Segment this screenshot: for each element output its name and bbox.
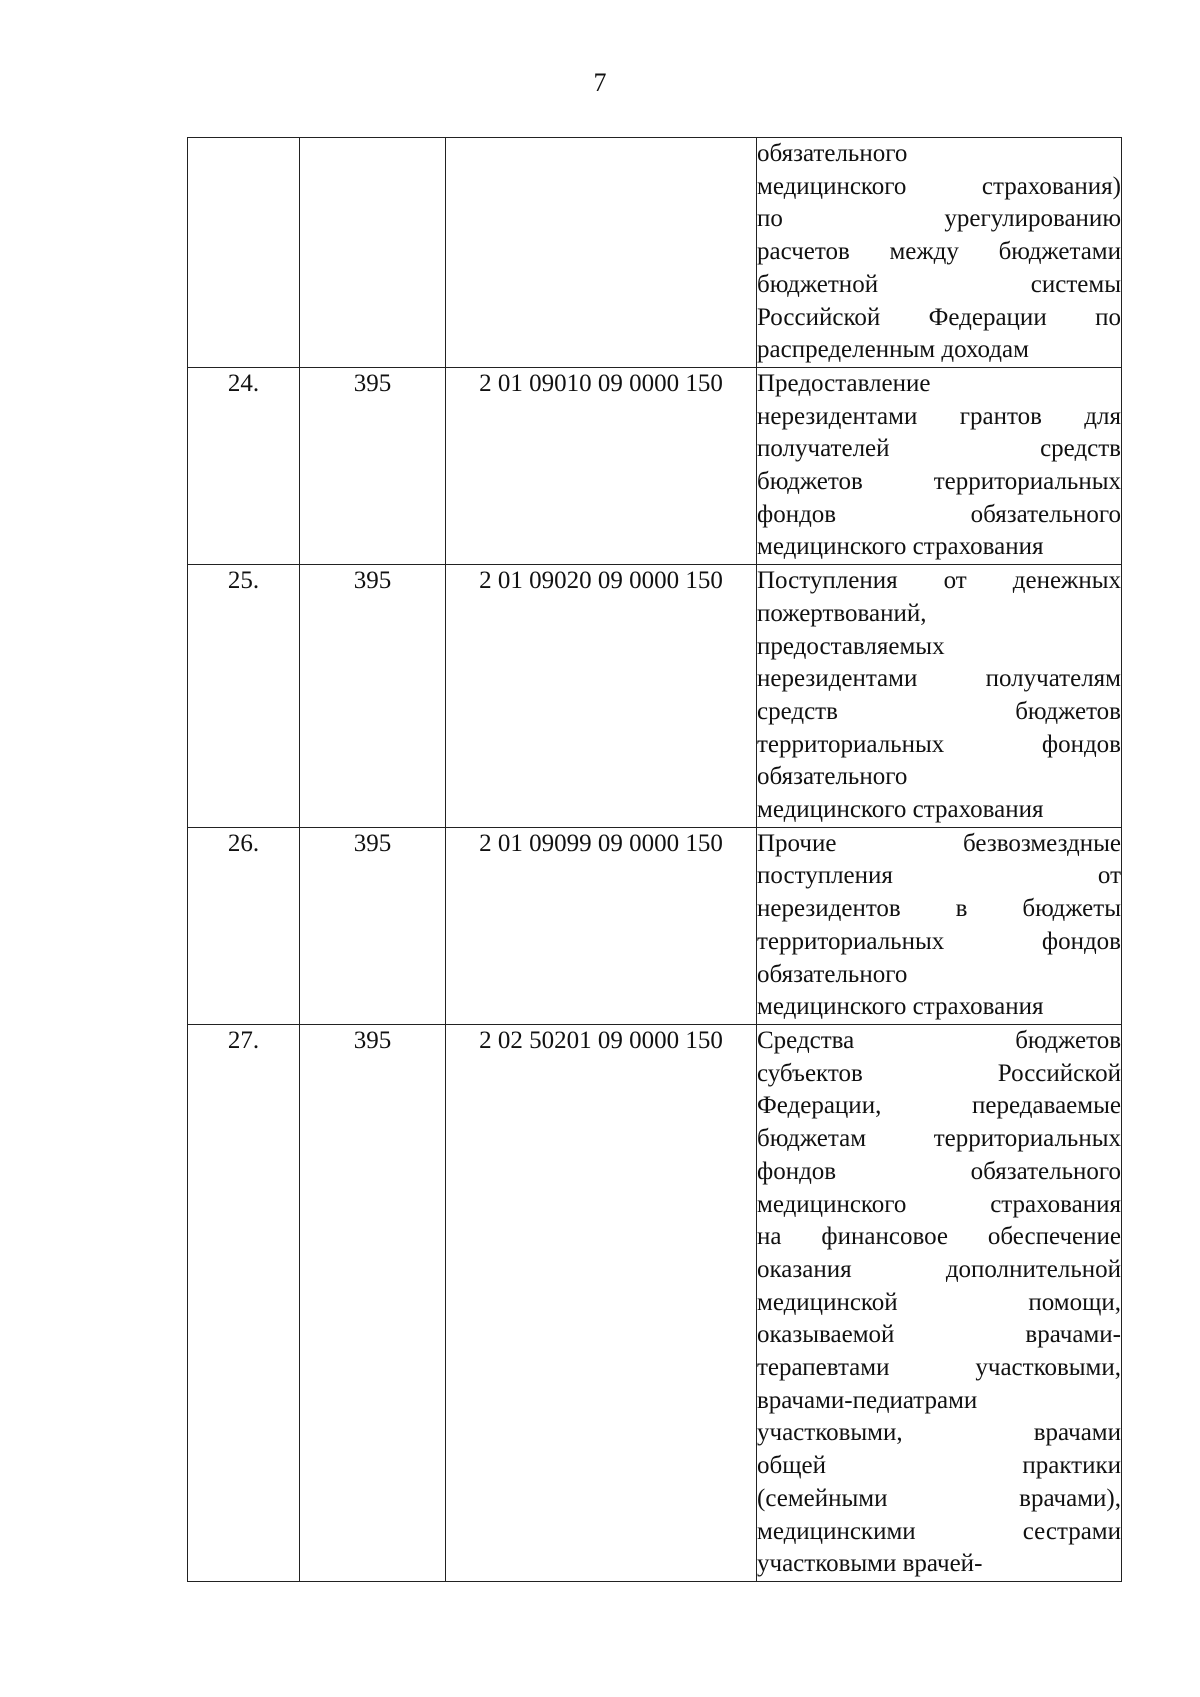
description-line: медицинского страхования: [757, 796, 1044, 824]
kbk-code-cell: 2 02 50201 09 0000 150: [446, 1024, 757, 1581]
description-cell: [757, 827, 1122, 1024]
row-number-cell: 25.: [188, 565, 300, 828]
description-line: Предоставление: [757, 369, 931, 397]
admin-code-cell: 395: [300, 367, 446, 564]
description-line: бюджетов территориальных: [757, 468, 1121, 496]
description-line: пожертвований,: [757, 599, 927, 627]
description-line: терапевтами участковыми,: [757, 1354, 1121, 1382]
description-line: поступления от: [757, 862, 1121, 890]
description-cell: [757, 138, 1122, 368]
budget-codes-table: [187, 137, 1122, 1582]
admin-code-cell: [300, 138, 446, 368]
page-number: 7: [593, 68, 607, 97]
admin-code-cell: 395: [300, 565, 446, 828]
description-line: Федерации, передаваемые: [757, 1092, 1121, 1120]
table-row: [188, 565, 1122, 828]
table-body: [188, 138, 1122, 1582]
description-line: средств бюджетов: [757, 697, 1121, 725]
kbk-code-cell: 2 01 09020 09 0000 150: [446, 565, 757, 828]
description-line: распределенным доходам: [757, 336, 1029, 364]
table-row: [188, 367, 1122, 564]
description-line: врачами-педиатрами: [757, 1386, 978, 1414]
description-line: обязательного: [757, 140, 908, 167]
row-number-cell: 26.: [188, 827, 300, 1024]
description-line: субъектов Российской: [757, 1059, 1121, 1087]
kbk-code-cell: 2 01 09099 09 0000 150: [446, 827, 757, 1024]
table-row: [188, 1024, 1122, 1581]
description-line: Поступления от денежных: [757, 567, 1121, 595]
description-line: участковыми, врачами: [757, 1419, 1121, 1447]
row-number-cell: 24.: [188, 367, 300, 564]
description-line: Прочие безвозмездные: [757, 829, 1121, 857]
description-line: предоставляемых: [757, 632, 945, 660]
row-number-cell: 27.: [188, 1024, 300, 1581]
description-cell: [757, 367, 1122, 564]
description-line: территориальных фондов: [757, 927, 1121, 955]
description-line: медицинской помощи,: [757, 1288, 1121, 1316]
description-line: медицинского страхования: [757, 533, 1044, 561]
description-line: нерезидентов в бюджеты: [757, 895, 1121, 923]
description-line: обязательного: [757, 960, 908, 988]
description-line: медицинского страхования: [757, 993, 1044, 1021]
description-line: бюджетной системы: [757, 270, 1121, 298]
row-number-cell: [188, 138, 300, 368]
description-line: медицинского страхования: [757, 1190, 1121, 1218]
description-line: на финансовое обеспечение: [757, 1223, 1121, 1251]
kbk-code-cell: [446, 138, 757, 368]
description-line: нерезидентами получателям: [757, 665, 1121, 693]
table-row: [188, 138, 1122, 368]
description-line: Средства бюджетов: [757, 1026, 1121, 1054]
description-cell: [757, 565, 1122, 828]
kbk-code-cell: 2 01 09010 09 0000 150: [446, 367, 757, 564]
description-line: нерезидентами грантов для: [757, 402, 1121, 430]
description-line: (семейными врачами),: [757, 1484, 1121, 1512]
description-line: общей практики: [757, 1452, 1121, 1480]
description-line: фондов обязательного: [757, 500, 1121, 528]
description-line: Российской Федерации по: [757, 303, 1121, 331]
admin-code-cell: 395: [300, 827, 446, 1024]
description-line: фондов обязательного: [757, 1157, 1121, 1185]
description-line: оказываемой врачами-: [757, 1321, 1121, 1349]
description-line: медицинскими сестрами: [757, 1517, 1121, 1545]
description-line: обязательного: [757, 763, 908, 791]
table-row: [188, 827, 1122, 1024]
description-cell: [757, 1024, 1122, 1581]
admin-code-cell: 395: [300, 1024, 446, 1581]
description-line: по урегулированию: [757, 205, 1121, 233]
description-line: территориальных фондов: [757, 730, 1121, 758]
description-line: получателей средств: [757, 435, 1121, 463]
description-line: расчетов между бюджетами: [757, 238, 1121, 266]
description-line: оказания дополнительной: [757, 1255, 1121, 1283]
description-line: медицинского страхования): [757, 172, 1121, 200]
description-line: участковыми врачей-: [757, 1550, 983, 1578]
description-line: бюджетам территориальных: [757, 1125, 1121, 1153]
